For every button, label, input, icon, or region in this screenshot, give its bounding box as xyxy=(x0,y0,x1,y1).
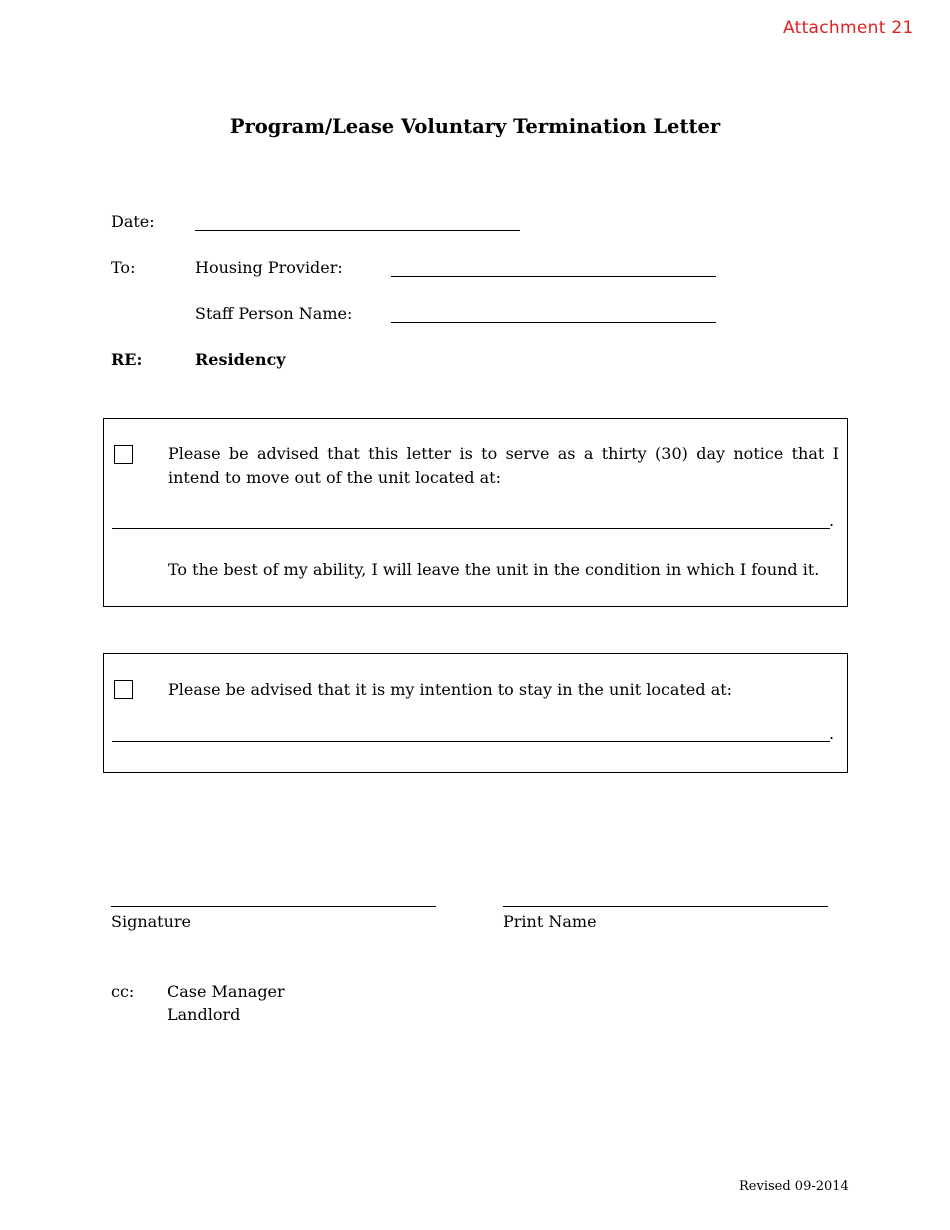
stay-text: Please be advised that it is my intention to stay in the unit located at: xyxy=(168,680,733,699)
move-out-text: Please be advised that this letter is to serve as a thirty (30) day notice that I intend to move out of the unit located at: xyxy=(168,444,839,487)
attachment-label: Attachment 21 xyxy=(783,18,914,38)
revised-date: Revised 09-2014 xyxy=(739,1179,849,1194)
re-label: RE: xyxy=(111,350,143,369)
stay-address-line[interactable] xyxy=(112,741,830,742)
stay-checkbox[interactable] xyxy=(114,680,133,699)
move-out-option-box xyxy=(103,418,848,607)
cc-recipient: Case Manager xyxy=(167,982,285,1001)
cc-label: cc: xyxy=(111,982,135,1001)
housing-provider-label: Housing Provider: xyxy=(195,258,343,277)
page-title: Program/Lease Voluntary Termination Letter xyxy=(229,115,721,138)
move-out-checkbox[interactable] xyxy=(114,445,133,464)
move-out-address-line[interactable] xyxy=(112,528,830,529)
staff-person-field-line[interactable] xyxy=(391,322,716,323)
re-value: Residency xyxy=(195,350,286,369)
print-name-line[interactable] xyxy=(503,906,828,907)
cc-recipient: Landlord xyxy=(167,1005,241,1024)
condition-text: To the best of my ability, I will leave the unit in the condition in which I found it. xyxy=(168,560,820,579)
print-name-label: Print Name xyxy=(503,912,597,931)
date-label: Date: xyxy=(111,212,155,231)
date-field-line[interactable] xyxy=(195,230,520,231)
stay-address-period: . xyxy=(829,724,835,743)
housing-provider-field-line[interactable] xyxy=(391,276,716,277)
staff-person-label: Staff Person Name: xyxy=(195,304,353,323)
stay-option-box xyxy=(103,653,848,773)
signature-label: Signature xyxy=(111,912,192,931)
move-out-address-period: . xyxy=(829,511,835,530)
signature-line[interactable] xyxy=(111,906,436,907)
to-label: To: xyxy=(111,258,136,277)
